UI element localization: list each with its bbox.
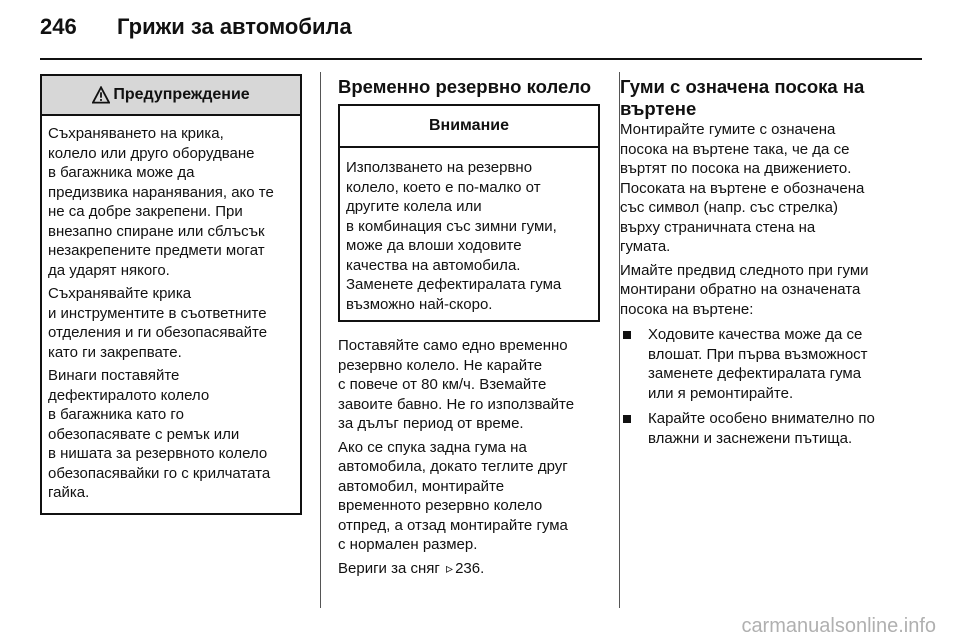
bullet-square-icon xyxy=(623,415,631,423)
caution-box xyxy=(338,104,600,322)
snow-chains-page-link[interactable]: 236 xyxy=(455,559,481,577)
warning-triangle-icon xyxy=(92,86,110,104)
watermark: carmanualsonline.info xyxy=(741,615,936,637)
column-left xyxy=(40,74,302,515)
section-heading-spare-wheel: Временно резервно колело xyxy=(338,76,592,97)
warning-box xyxy=(40,74,302,515)
caution-title: Внимание xyxy=(340,106,598,148)
warning-body xyxy=(42,116,300,513)
warning-paragraph-2: Съхранявайте крика и инструментите в съответните отделения и ги обезопасявайте като ги закрепвате. xyxy=(48,285,268,361)
column-divider-1 xyxy=(320,72,321,608)
list-item xyxy=(620,325,910,403)
caution-body xyxy=(340,148,598,320)
page-reference-arrow-icon: ▹ xyxy=(446,559,454,576)
page-title: Грижи за автомобила xyxy=(117,14,352,39)
directional-bullet-list xyxy=(620,325,910,448)
directional-paragraph-1: Монтирайте гумите с означена посока на въртене така, че да се въртят по посока на движението. Посоката на въртене е обозначена със символ (напр. със стрелка) върху страничната стена на гумата. xyxy=(620,121,865,255)
bullet-text-2: Карайте особено внимателно по влажни и заснежени пътища. xyxy=(648,410,875,447)
warning-paragraph-3: Винаги поставяйте дефектиралото колело в багажника като го обезопасявате с ремък или в нишата за резервното колело обезопасявайки го с крилчатата гайка. xyxy=(48,367,271,501)
snow-chains-text: Вериги за сняг xyxy=(338,559,440,577)
caution-text: Използването на резервно колело, което е по-малко от другите колела или в комбинация със зимни гуми, може да влоши ходовите качества на автомобила. Заменете дефектиралата гума възможно най-скоро. xyxy=(346,159,562,313)
warning-header xyxy=(42,76,300,116)
bullet-square-icon xyxy=(623,331,631,339)
column-middle xyxy=(338,74,602,582)
warning-paragraph-1: Съхраняването на крика, колело или друго оборудване в багажника може да предизвика наранявания, ако те не са добре закрепени. При внезапно спиране или сблъсък незакрепените предмети могат да ударят някого. xyxy=(48,125,274,279)
section-heading-directional-tyres: Гуми с означена посока на въртене xyxy=(620,76,865,119)
snow-chains-suffix: . xyxy=(480,559,485,577)
list-item xyxy=(620,409,910,448)
directional-paragraph-2: Имайте предвид следното при гуми монтирани обратно на означената посока на въртене: xyxy=(620,261,869,318)
spare-wheel-paragraph-2: Ако се спука задна гума на автомобила, докато теглите друг автомобил, монтирайте временното резервно колело отпред, а отзад монтирайте гума с нормален размер. xyxy=(338,438,568,553)
spare-wheel-paragraph-1: Поставяйте само едно временно резервно колело. Не карайте с повече от 80 км/ч. Вземайте завоите бавно. Не го използвайте за дълъг период от време. xyxy=(338,337,575,432)
page-number: 246 xyxy=(40,14,77,39)
snow-chains-reference xyxy=(338,559,602,579)
bullet-text-1: Ходовите качества може да се влошат. При първа възможност заменете дефектиралата гума или я ремонтирайте. xyxy=(648,326,868,402)
warning-title: Предупреждение xyxy=(113,86,250,103)
column-right xyxy=(620,74,910,454)
header-divider xyxy=(40,58,922,60)
page-header xyxy=(40,14,920,54)
